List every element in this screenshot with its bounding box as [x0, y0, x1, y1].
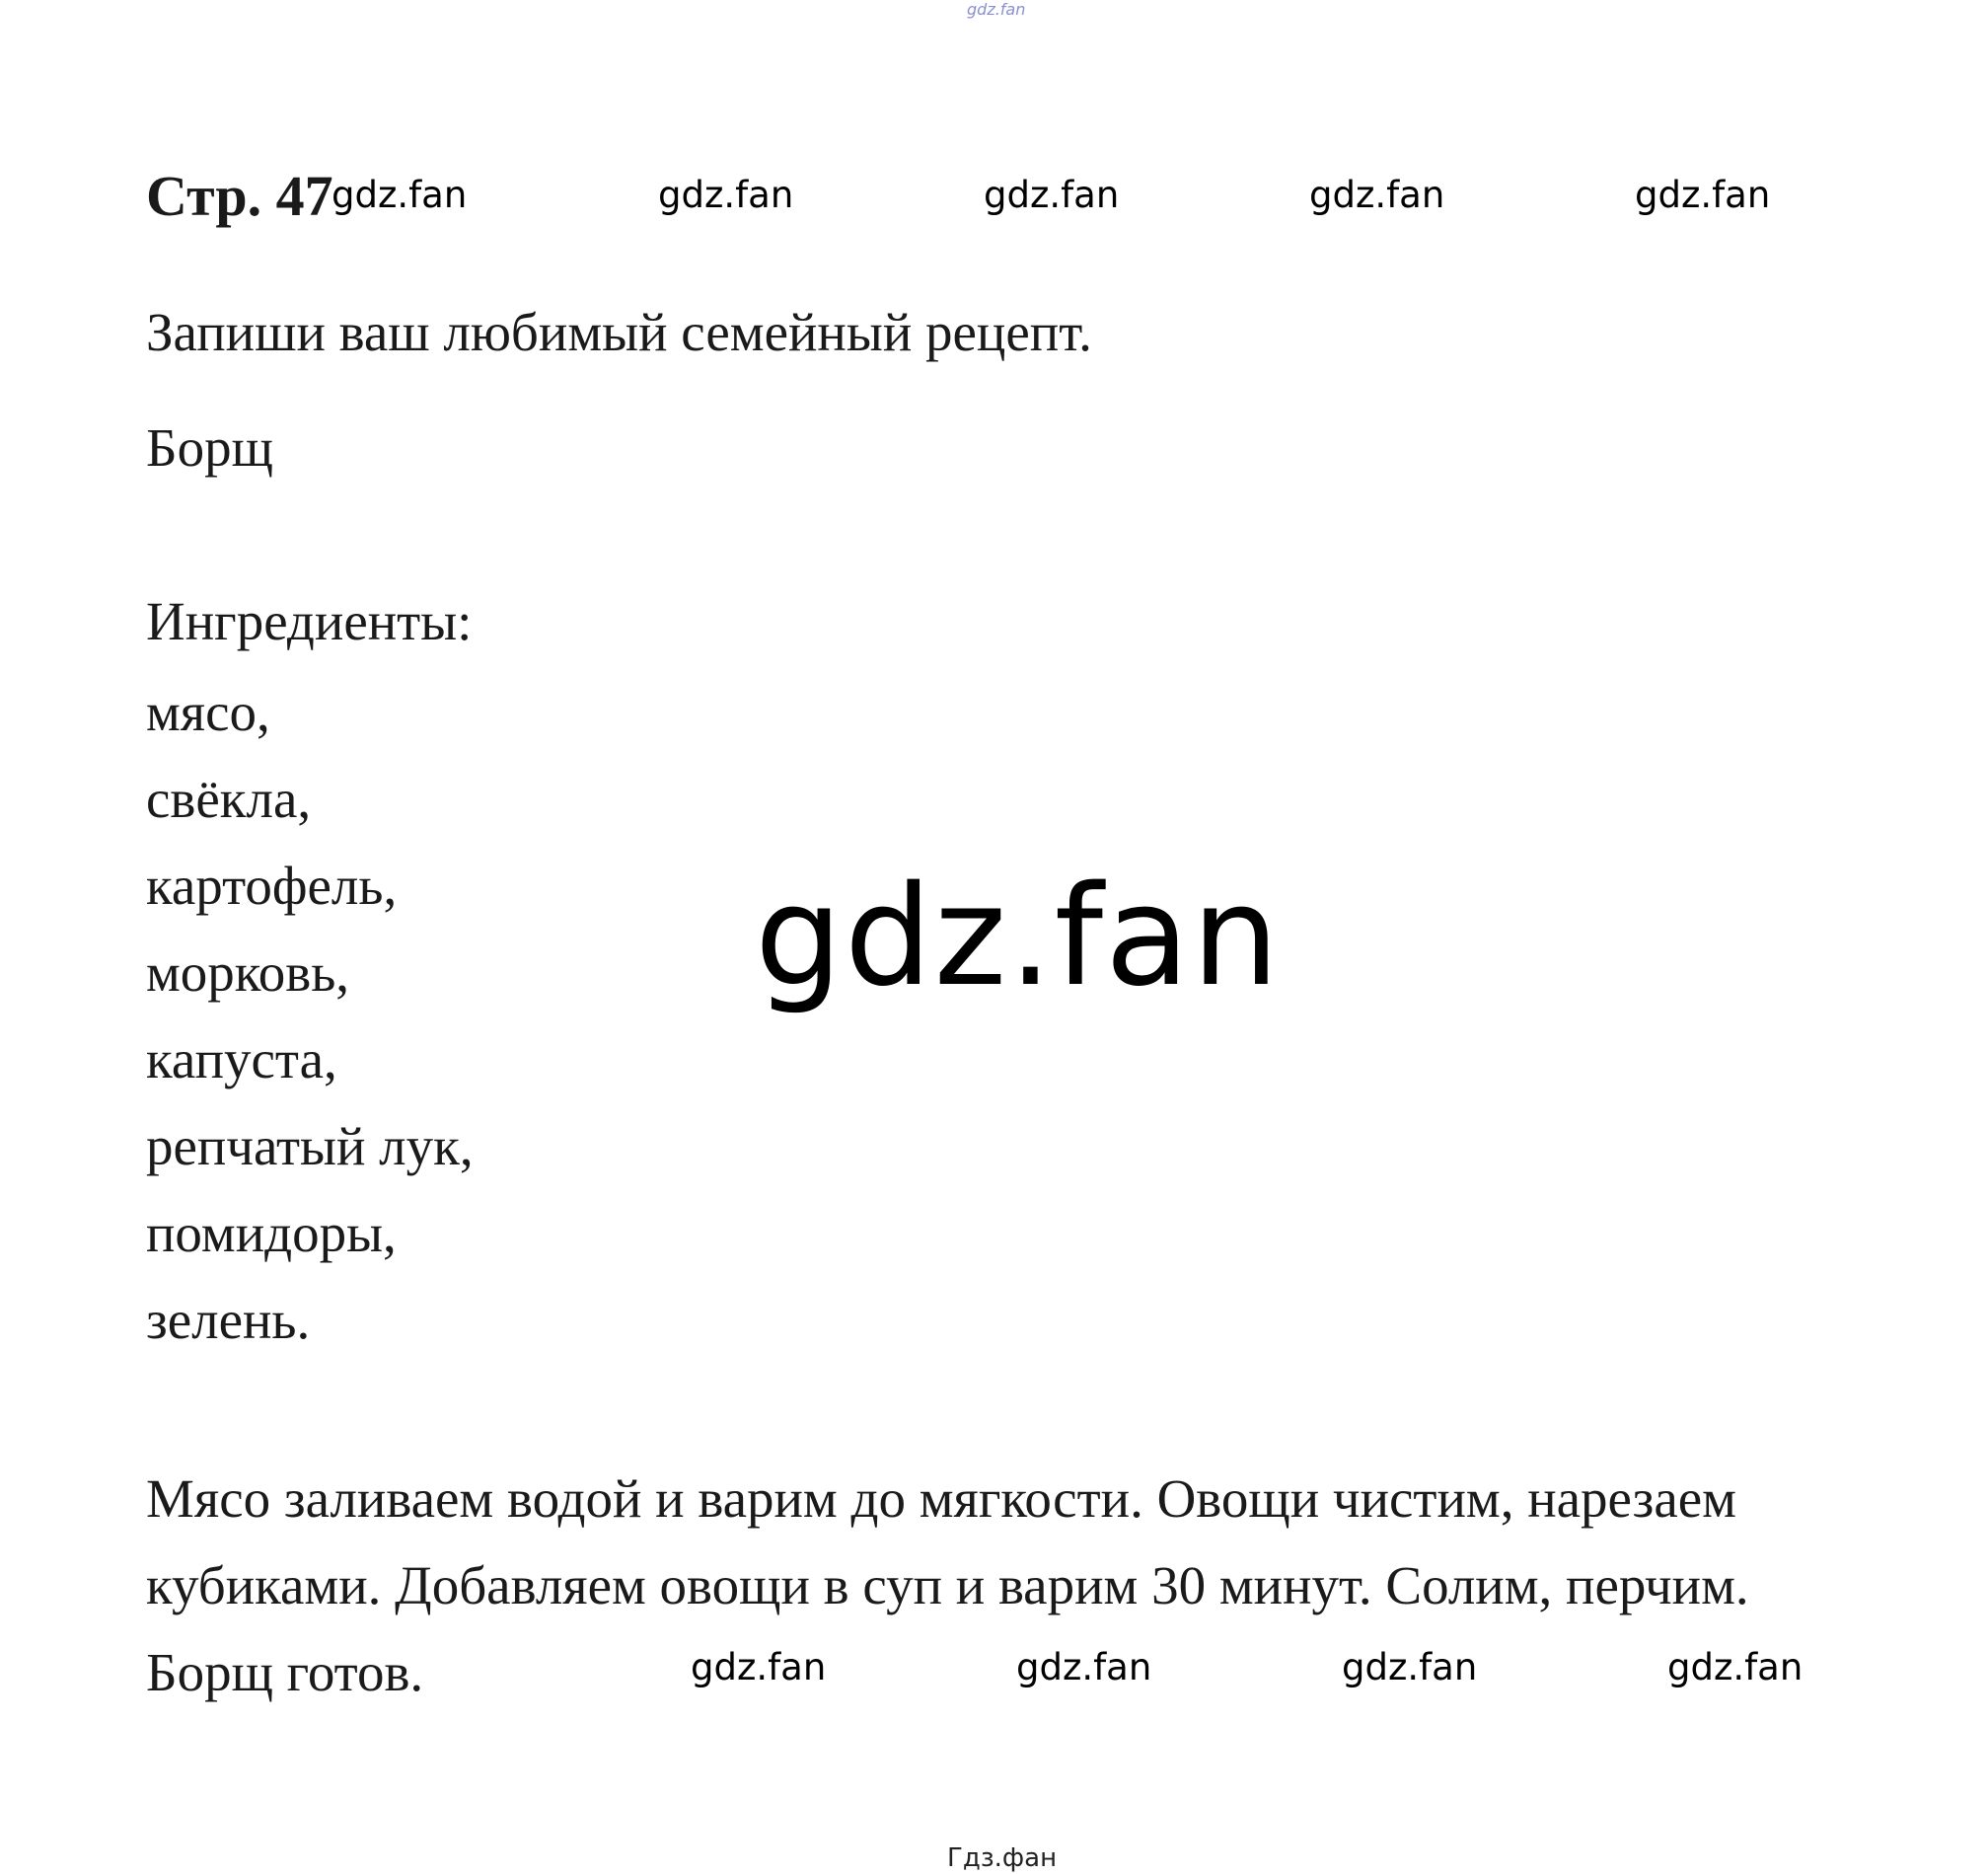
center-watermark: gdz.fan	[755, 857, 1282, 1017]
ingredient-item: помидоры,	[146, 1203, 397, 1263]
header-watermark: gdz.fan	[331, 174, 468, 216]
header-watermark: gdz.fan	[1309, 174, 1445, 216]
recipe-instructions: Мясо заливаем водой и варим до мягкости. Овощи чистим, нарезаем кубиками. Добавляем овощи в суп и варим 30 минут. Солим, перчим. Борщ готов.	[146, 1468, 1749, 1702]
header-watermark: gdz.fan	[658, 174, 794, 216]
ingredient-item: капуста,	[146, 1029, 337, 1089]
ingredient-list	[146, 676, 474, 1371]
bottom-watermark: gdz.fan	[1667, 1646, 1804, 1688]
ingredient-item: мясо,	[146, 682, 270, 742]
bottom-watermark: gdz.fan	[1016, 1646, 1152, 1688]
header-watermark: gdz.fan	[984, 174, 1120, 216]
task-prompt: Запиши ваш любимый семейный рецепт.	[146, 302, 1092, 362]
top-watermark: gdz.fan	[967, 0, 1026, 19]
bottom-watermark: gdz.fan	[1342, 1646, 1478, 1688]
footer-watermark: Гдз.фан	[947, 1843, 1058, 1873]
ingredients-heading: Ингредиенты:	[146, 591, 473, 651]
ingredient-item: морковь,	[146, 942, 350, 1003]
ingredient-item: репчатый лук,	[146, 1116, 474, 1176]
ingredient-item: свёкла,	[146, 769, 312, 829]
ingredient-item: картофель,	[146, 856, 398, 916]
recipe-name: Борщ	[146, 417, 273, 478]
header-watermark: gdz.fan	[1635, 174, 1771, 216]
page-title: Стр. 47	[146, 164, 333, 228]
ingredient-item: зелень.	[146, 1290, 311, 1350]
bottom-watermark: gdz.fan	[691, 1646, 827, 1688]
